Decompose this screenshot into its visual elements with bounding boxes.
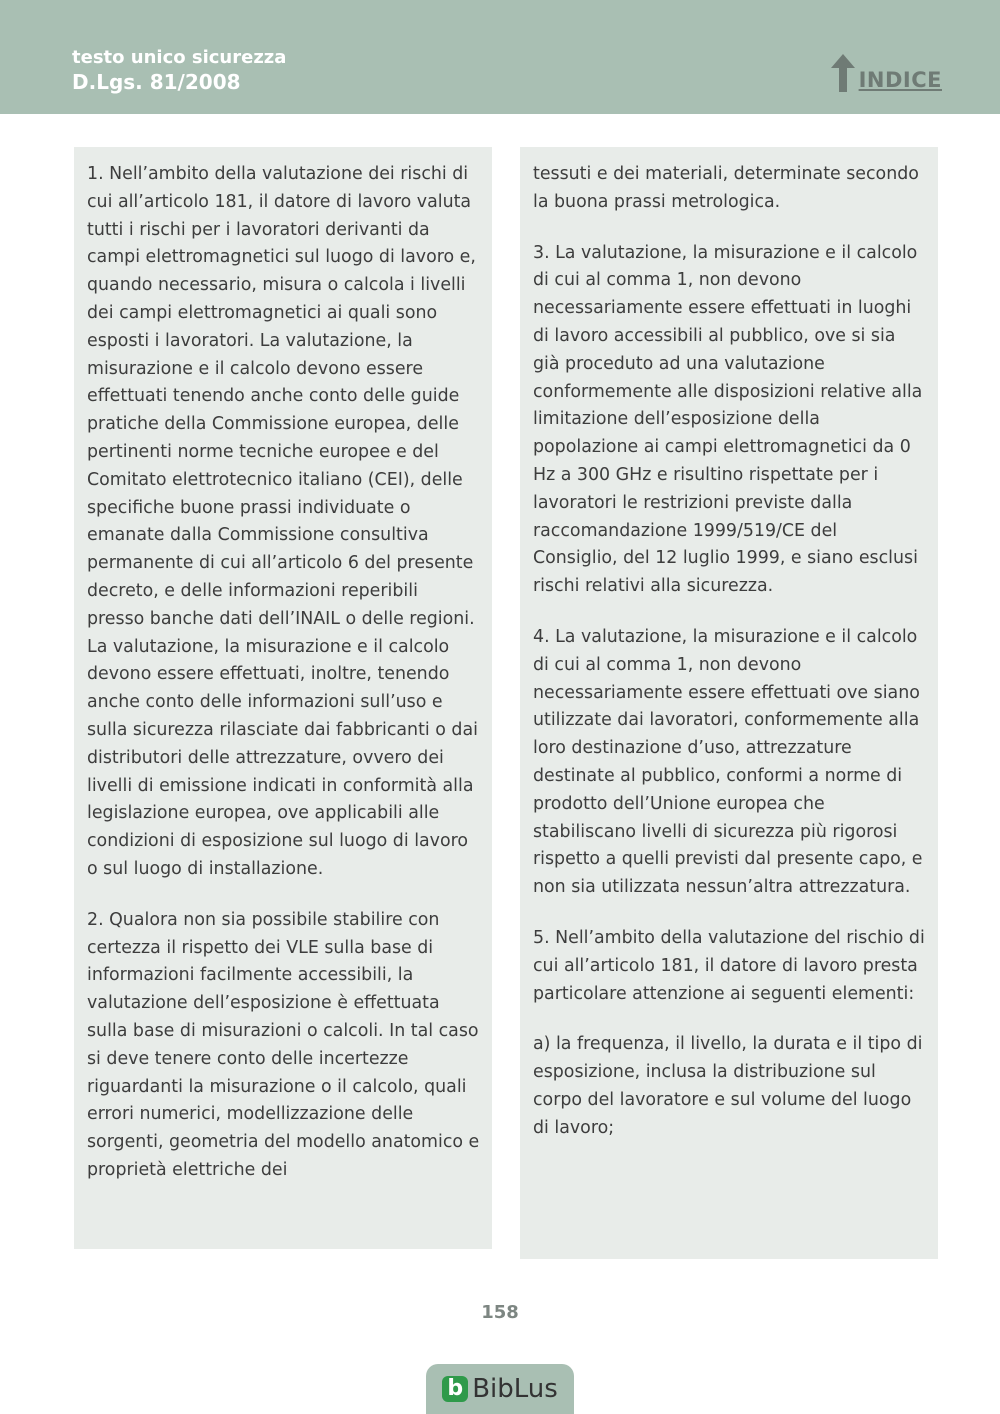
- document-title: [72, 46, 286, 94]
- paragraph: 2. Qualora non sia possibile stabilire con certezza il rispetto dei VLE sulla base di informazioni facilmente accessibili, la valutazione dell’esposizione è effettuata sulla base di misurazioni o calcoli. In tal caso si deve tenere conto delle incertezze riguardanti la misurazione o il calcolo, quali errori numerici, modellizzazione delle sorgenti, geometria del modello anatomico e proprietà elettriche dei: [87, 909, 480, 1180]
- page-header: [0, 0, 1000, 114]
- up-arrow-icon: [831, 54, 855, 92]
- page-number: 158: [481, 1302, 519, 1323]
- biblus-logo-text: BibLus: [472, 1374, 558, 1404]
- index-link[interactable]: [831, 54, 942, 92]
- index-link-label[interactable]: INDICE: [858, 68, 942, 92]
- paragraph: a) la frequenza, il livello, la durata e il tipo di esposizione, inclusa la distribuzione sul corpo del lavoratore e sul volume del luogo di lavoro;: [533, 1034, 923, 1138]
- right-column: [520, 147, 938, 1259]
- paragraph: 3. La valutazione, la misurazione e il calcolo di cui al comma 1, non devono necessariamente essere effettuati in luoghi di lavoro accessibili al pubblico, ove si sia già proceduto ad una valutazione conformemente alle disposizioni relative alla limitazione dell’esposizione della popolazione ai campi elettromagnetici da 0 Hz a 300 GHz e risultino rispettate per i lavoratori le restrizioni previste dalla raccomandazione 1999/519/CE del Consiglio, del 12 luglio 1999, e siano esclusi rischi relativi alla sicurezza.: [533, 242, 923, 597]
- biblus-logo-mark: b: [442, 1376, 468, 1402]
- paragraph: 4. La valutazione, la misurazione e il calcolo di cui al comma 1, non devono necessariamente essere effettuati ove siano utilizzate dai lavoratori, conformemente alla loro destinazione d’uso, attrezzature destinate al pubblico, conformi a norme di prodotto dell’Unione europea che stabiliscano livelli di sicurezza più rigorosi rispetto a quelli previsti dal presente capo, e non sia utilizzata nessun’altra attrezzatura.: [533, 626, 923, 898]
- biblus-logo[interactable]: [426, 1364, 574, 1414]
- left-column: [74, 147, 492, 1249]
- document-title-line1: testo unico sicurezza: [72, 47, 287, 68]
- paragraph: tessuti e dei materiali, determinate secondo la buona prassi metrologica.: [533, 164, 919, 212]
- document-title-line2: D.Lgs. 81/2008: [72, 70, 241, 94]
- paragraph: 5. Nell’ambito della valutazione del rischio di cui all’articolo 181, il datore di lavoro presta particolare attenzione ai seguenti elementi:: [533, 927, 925, 1004]
- paragraph: 1. Nell’ambito della valutazione dei rischi di cui all’articolo 181, il datore di lavoro valuta tutti i rischi per i lavoratori derivanti da campi elettromagnetici sul luogo di lavoro e, quando necessario, misura o calcola i livelli dei campi elettromagnetici ai quali sono esposti i lavoratori. La valutazione, la misurazione e il calcolo devono essere effettuati tenendo anche conto delle guide pratiche della Commissione europea, delle pertinenti norme tecniche europee e del Comitato elettrotecnico italiano (CEI), delle specifiche buone prassi individuate o emanate dalla Commissione consultiva permanente di cui all’articolo 6 del presente decreto, e delle informazioni reperibili presso banche dati dell’INAIL o delle regioni. La valutazione, la misurazione e il calcolo devono essere effettuati, inoltre, tenendo anche conto delle informazioni sull’uso e sulla sicurezza rilasciate dai fabbricanti o dai distributori delle attrezzature, ovvero dei livelli di emissione indicati in conformità alla legislazione europea, ove applicabili alle condizioni di esposizione sul luogo di lavoro o sul luogo di installazione.: [87, 164, 478, 879]
